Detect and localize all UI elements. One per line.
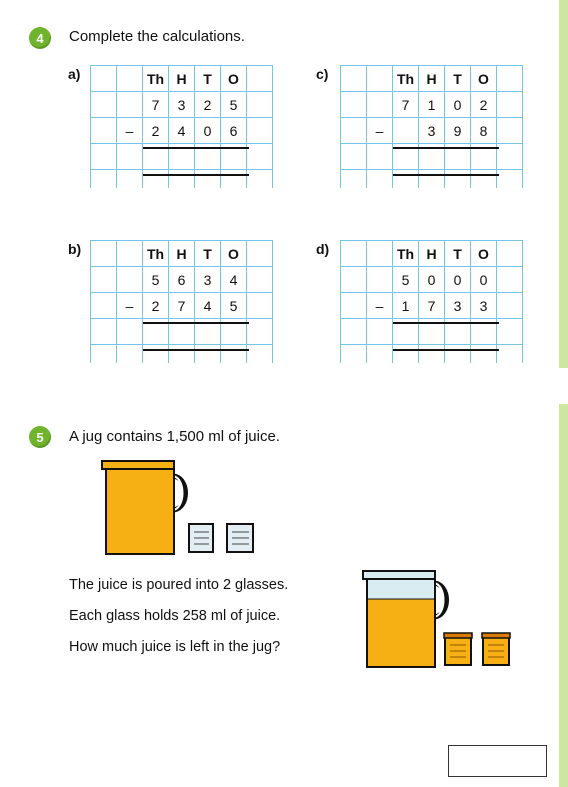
grid-row-head [341,66,523,92]
minuend-digit: 5 [393,267,419,293]
grid-cell [195,345,221,364]
place-value-header: T [195,66,221,92]
grid-cell [247,118,273,144]
minuend-digit: 0 [471,267,497,293]
grid-cell [367,144,393,170]
grid-cell [91,144,117,170]
minuend-digit: 7 [393,92,419,118]
subtrahend-digit: 9 [445,118,471,144]
grid-cell [341,241,367,267]
place-value-header: Th [393,241,419,267]
grid-cell [497,319,523,345]
filled-glass-icon [444,633,472,665]
grid-cell [221,345,247,364]
grid-cell [247,66,273,92]
grid-cell [367,66,393,92]
subtrahend-digit: 4 [169,118,195,144]
question-5-prompt: A jug contains 1,500 ml of juice. [69,428,280,445]
grid-cell [169,345,195,364]
place-value-header: O [221,66,247,92]
empty-glass-icon [227,524,253,552]
grid-row-head [91,241,273,267]
grid-cell [91,319,117,345]
part-d-label: d) [316,241,330,257]
grid-cell [91,118,117,144]
grid-row-head [91,66,273,92]
subtrahend-digit: 5 [221,293,247,319]
grid-row-last [341,170,523,189]
grid-cell [367,170,393,189]
grid-row-bottom [91,293,273,319]
grid-cell [367,319,393,345]
place-value-header: T [195,241,221,267]
grid-cell [497,345,523,364]
question-5-badge: 5 [29,426,51,448]
calculation-grid-a [90,65,273,188]
grid-cell [247,319,273,345]
subtrahend-digit: 2 [143,293,169,319]
grid-cell [497,293,523,319]
grid-cell [117,345,143,364]
grid-row-last [341,345,523,364]
grid-cell [497,241,523,267]
place-value-header: Th [393,66,419,92]
grid-cell [367,345,393,364]
subtrahend-digit: 7 [419,293,445,319]
grid-cell [247,267,273,293]
answer-rule-c-top [393,147,499,149]
place-value-header: O [471,241,497,267]
answer-rule-a-top [143,147,249,149]
grid-row-head [341,241,523,267]
grid-row-bottom [341,118,523,144]
place-value-header: T [445,241,471,267]
subtrahend-digit: 1 [393,293,419,319]
page-edge-bar-top [559,0,568,368]
grid-cell [117,241,143,267]
answer-rule-d-bottom [393,349,499,351]
grid-cell [497,118,523,144]
grid-cell [497,66,523,92]
minuend-digit: 0 [419,267,445,293]
place-value-header: O [471,66,497,92]
grid-cell [367,241,393,267]
grid-cell [419,170,445,189]
full-jug-icon [102,461,186,554]
grid-cell [91,345,117,364]
grid-cell [341,319,367,345]
place-value-header: H [419,66,445,92]
grid-cell [419,345,445,364]
grid-cell [91,267,117,293]
subtrahend-digit: 8 [471,118,497,144]
grid-cell [341,144,367,170]
subtrahend-digit: 0 [195,118,221,144]
part-a-label: a) [68,66,81,82]
grid-row-top [91,92,273,118]
question-5-line-3: How much juice is left in the jug? [69,639,281,655]
filled-glass-icon [482,633,510,665]
grid-cell [91,293,117,319]
full-jug-illustration [100,458,265,558]
place-value-header: H [169,66,195,92]
grid-cell [117,170,143,189]
subtrahend-digit [393,118,419,144]
empty-glass-icon [189,524,213,552]
question-5-line-1: The juice is poured into 2 glasses. [69,577,289,593]
grid-cell [341,66,367,92]
subtrahend-digit: 3 [419,118,445,144]
grid-cell [117,92,143,118]
grid-cell [393,170,419,189]
grid-cell [117,144,143,170]
question-5-line-2: Each glass holds 258 ml of juice. [69,608,281,624]
minuend-digit: 5 [143,267,169,293]
answer-box[interactable] [448,745,547,777]
grid-cell [91,66,117,92]
subtrahend-digit: 4 [195,293,221,319]
minuend-digit: 1 [419,92,445,118]
place-value-header: Th [143,241,169,267]
place-value-header: H [419,241,445,267]
grid-cell [247,345,273,364]
minuend-digit: 5 [221,92,247,118]
grid-cell [91,170,117,189]
grid-row-top [341,267,523,293]
grid-row-top [91,267,273,293]
partly-empty-jug-icon [363,571,447,667]
minuend-digit: 6 [169,267,195,293]
grid-cell [247,293,273,319]
grid-cell [393,345,419,364]
grid-cell [117,267,143,293]
grid-cell [471,345,497,364]
grid-cell [497,267,523,293]
minuend-digit: 3 [195,267,221,293]
poured-jug-illustration [357,565,522,670]
answer-rule-a-bottom [143,174,249,176]
grid-cell [91,92,117,118]
grid-cell [341,92,367,118]
grid-cell [143,170,169,189]
grid-cell [367,92,393,118]
place-value-header: Th [143,66,169,92]
minuend-digit: 2 [471,92,497,118]
grid-cell [367,267,393,293]
grid-cell [341,293,367,319]
part-c-label: c) [316,66,329,82]
grid-cell [143,345,169,364]
grid-cell [117,319,143,345]
answer-rule-d-top [393,322,499,324]
calculation-grid-b [90,240,273,363]
grid-row-last [91,345,273,364]
place-value-header: O [221,241,247,267]
page-edge-bar-bottom [559,404,568,787]
answer-rule-b-top [143,322,249,324]
grid-row-last [91,170,273,189]
minuend-digit: 0 [445,267,471,293]
subtrahend-digit: 3 [471,293,497,319]
grid-cell [247,144,273,170]
grid-cell [91,241,117,267]
minuend-digit: 0 [445,92,471,118]
grid-cell [497,92,523,118]
grid-cell [247,170,273,189]
grid-row-top [341,92,523,118]
grid-cell [169,170,195,189]
answer-rule-b-bottom [143,349,249,351]
grid-cell [341,118,367,144]
calculation-grid-c [340,65,523,188]
minuend-digit: 7 [143,92,169,118]
grid-row-bottom [91,118,273,144]
place-value-header: T [445,66,471,92]
grid-cell [497,144,523,170]
subtrahend-digit: 7 [169,293,195,319]
grid-cell [247,241,273,267]
place-value-header: H [169,241,195,267]
grid-cell [341,345,367,364]
answer-rule-c-bottom [393,174,499,176]
grid-cell [471,170,497,189]
minus-sign: – [117,293,143,319]
grid-row-bottom [341,293,523,319]
grid-cell [117,66,143,92]
minuend-digit: 2 [195,92,221,118]
minus-sign: – [367,118,393,144]
minus-sign: – [367,293,393,319]
subtrahend-digit: 6 [221,118,247,144]
grid-cell [445,170,471,189]
minuend-digit: 4 [221,267,247,293]
minuend-digit: 3 [169,92,195,118]
grid-cell [221,170,247,189]
question-4-badge: 4 [29,27,51,49]
subtrahend-digit: 3 [445,293,471,319]
grid-cell [497,170,523,189]
grid-cell [445,345,471,364]
grid-cell [247,92,273,118]
grid-cell [195,170,221,189]
part-b-label: b) [68,241,82,257]
grid-cell [341,267,367,293]
subtrahend-digit: 2 [143,118,169,144]
grid-cell [341,170,367,189]
calculation-grid-d [340,240,523,363]
minus-sign: – [117,118,143,144]
question-4-prompt: Complete the calculations. [69,28,245,45]
